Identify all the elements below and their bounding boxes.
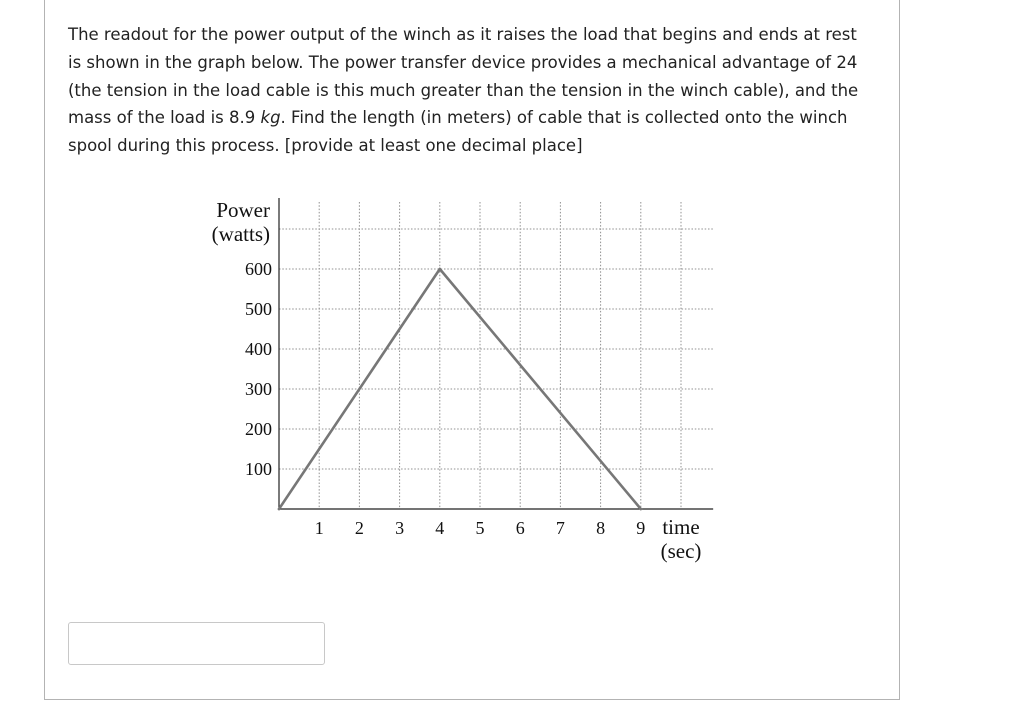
y-tick-label: 200 — [245, 419, 272, 439]
chart-axes — [245, 198, 713, 538]
data-point — [278, 508, 281, 511]
question-text — [68, 21, 868, 160]
series-line-segment — [440, 269, 641, 509]
x-tick-label: 1 — [314, 518, 324, 538]
x-tick-label: 5 — [475, 518, 485, 538]
x-tick-label: 3 — [395, 518, 405, 538]
question-text-part2: . Find the length (in meters) of cable that is collected onto the winch spool during this process. [provide at least one decimal place] — [68, 108, 848, 156]
power-time-chart — [190, 180, 720, 570]
x-tick-label: 9 — [636, 518, 646, 538]
x-axis-label-line2: (sec) — [660, 539, 702, 563]
answer-input[interactable] — [68, 622, 325, 665]
y-tick-label: 500 — [245, 299, 272, 319]
grid-lines — [279, 202, 713, 509]
y-axis-label-line1: Power — [216, 198, 270, 222]
axis-labels — [212, 198, 702, 563]
y-tick-label: 400 — [245, 339, 272, 359]
data-point — [640, 508, 643, 511]
x-tick-label: 8 — [596, 518, 606, 538]
x-tick-label: 7 — [555, 518, 565, 538]
y-tick-label: 300 — [245, 379, 272, 399]
y-tick-label: 100 — [245, 459, 272, 479]
data-point — [439, 268, 442, 271]
y-axis-label-line2: (watts) — [211, 222, 270, 246]
x-tick-label: 6 — [515, 518, 525, 538]
y-tick-label: 600 — [245, 259, 272, 279]
x-tick-label: 2 — [354, 518, 364, 538]
question-text-part1: The readout for the power output of the winch as it raises the load that begins and ends at rest is shown in the graph below. The power transfer device provides a mechanical advantage of 24 (the tension in the load cable is this much greater than the tension in the winch cable), and the mass of the load is 8.9 — [68, 25, 859, 128]
mass-unit: kg — [260, 108, 281, 128]
x-tick-label: 4 — [435, 518, 445, 538]
x-axis-label-line1: time — [662, 515, 700, 539]
